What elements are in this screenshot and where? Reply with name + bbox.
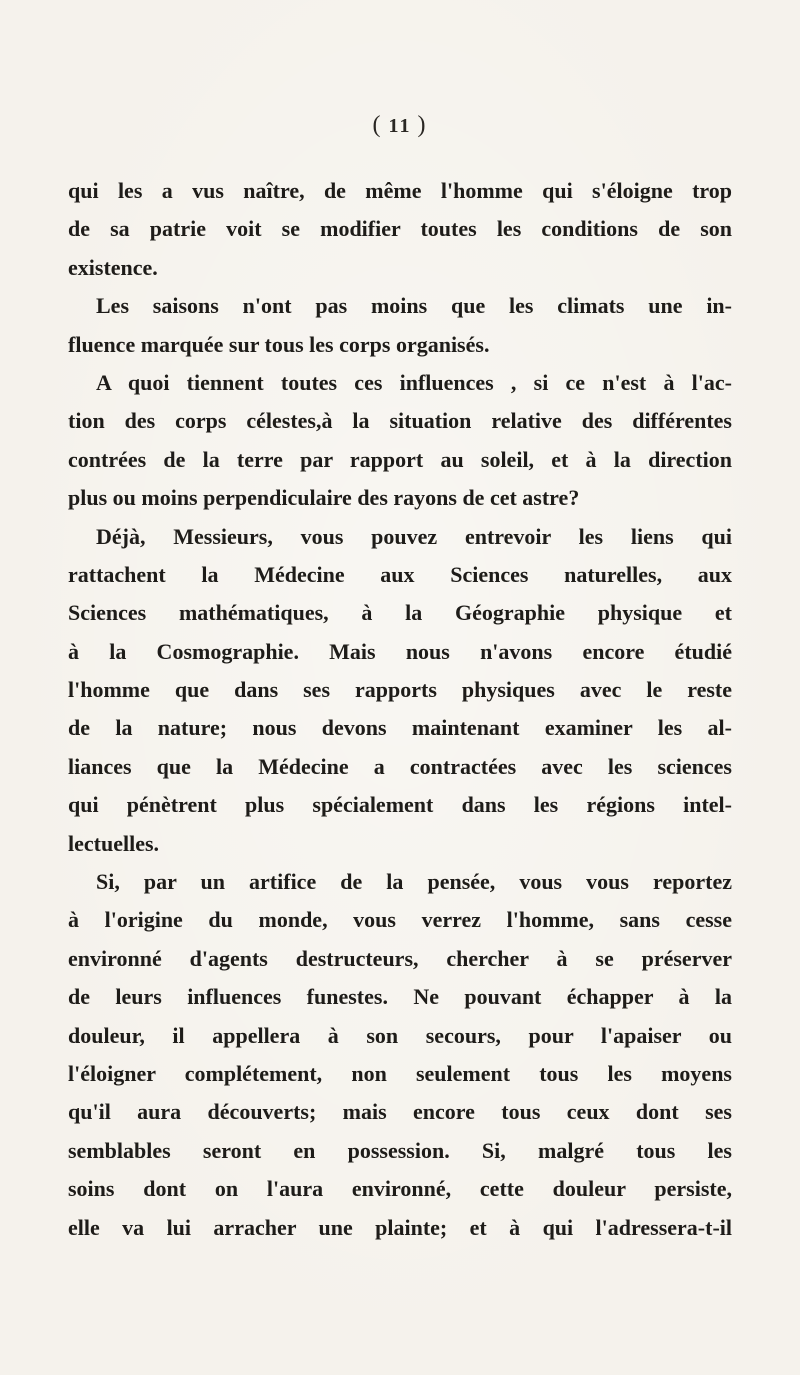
text-line: semblables seront en possession. Si, malgré tous les <box>68 1137 732 1163</box>
page-number-open-paren: ( <box>372 112 383 138</box>
text-line: Si, par un artifice de la pensée, vous vous reportez <box>96 869 732 895</box>
text-line: rattachent la Médecine aux Sciences naturelles, aux <box>68 561 732 587</box>
text-line: douleur, il appellera à son secours, pour l'apaiser ou <box>68 1022 732 1048</box>
text-line: à la Cosmographie. Mais nous n'avons encore étudié <box>68 638 732 664</box>
text-line: contrées de la terre par rapport au soleil, et à la direction <box>68 446 732 472</box>
text-line: de sa patrie voit se modifier toutes les conditions de son <box>68 216 732 242</box>
body-text <box>68 172 732 1247</box>
text-line: l'éloigner complétement, non seulement tous les moyens <box>68 1060 732 1086</box>
text-line: existence. <box>68 254 158 280</box>
page-number-close-paren: ) <box>417 112 428 138</box>
text-line: Sciences mathématiques, à la Géographie physique et <box>68 600 732 626</box>
text-line: lectuelles. <box>68 830 160 856</box>
text-line: Déjà, Messieurs, vous pouvez entrevoir les liens qui <box>96 523 732 549</box>
page-number <box>0 112 800 139</box>
text-line: plus ou moins perpendiculaire des rayons de cet astre? <box>68 485 580 511</box>
text-line: environné d'agents destructeurs, chercher à se préserver <box>68 945 732 971</box>
text-line: liances que la Médecine a contractées avec les sciences <box>68 753 732 779</box>
text-line: de la nature; nous devons maintenant examiner les al- <box>68 715 732 741</box>
page-number-value: 11 <box>388 115 412 137</box>
text-line: soins dont on l'aura environné, cette douleur persiste, <box>68 1176 732 1202</box>
text-line: à l'origine du monde, vous verrez l'homme, sans cesse <box>68 907 732 933</box>
text-line: l'homme que dans ses rapports physiques avec le reste <box>68 677 732 703</box>
text-line: fluence marquée sur tous les corps organisés. <box>68 331 490 357</box>
text-line: Les saisons n'ont pas moins que les climats une in- <box>96 293 732 319</box>
text-line: qui les a vus naître, de même l'homme qui s'éloigne trop <box>68 178 732 203</box>
text-line: de leurs influences funestes. Ne pouvant échapper à la <box>68 984 732 1010</box>
text-line: A quoi tiennent toutes ces influences , si ce n'est à l'ac- <box>96 369 732 395</box>
text-line: qu'il aura découverts; mais encore tous ceux dont ses <box>68 1099 732 1125</box>
text-line: elle va lui arracher une plainte; et à qui l'adressera-t-il <box>68 1214 732 1240</box>
text-line: qui pénètrent plus spécialement dans les régions intel- <box>68 792 732 818</box>
text-line: tion des corps célestes,à la situation relative des différentes <box>68 408 732 434</box>
